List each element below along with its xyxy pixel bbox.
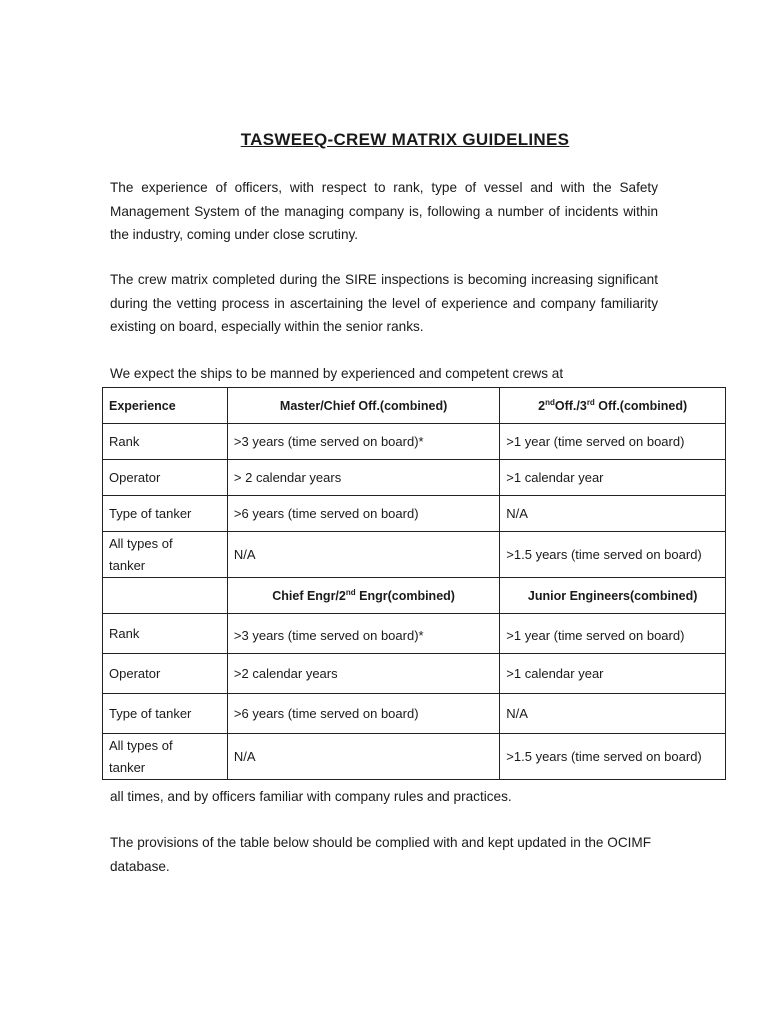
junior-value: >1 calendar year [500, 654, 726, 694]
row-label: Type of tanker [103, 694, 228, 734]
table-header-engine [103, 578, 726, 614]
header-empty-cell [103, 578, 228, 614]
row-label: Operator [103, 460, 228, 496]
senior-value: N/A [227, 734, 499, 780]
provisions-paragraph: The provisions of the table below should be complied with and kept updated in the OCIMF database. [110, 835, 652, 874]
crew-matrix-paragraph: The crew matrix completed during the SIRE inspections is becoming increasing significant during the vetting process in ascertaining the level of experience and company familiarity existing on board, especially within the senior ranks. [110, 272, 658, 334]
row-label: All types of tanker [103, 532, 228, 578]
table-row [103, 496, 726, 532]
crew-matrix-table [102, 387, 726, 780]
header-second-third-off: 2ndOff./3rd Off.(combined) [500, 388, 726, 424]
junior-value: >1 calendar year [500, 460, 726, 496]
intro-paragraph: The experience of officers, with respect to rank, type of vessel and with the Safety Management System of the managing company is, following a number of incidents within the industry, coming under close scrutiny. [110, 180, 658, 242]
junior-value: >1 year (time served on board) [500, 424, 726, 460]
table-row [103, 614, 726, 654]
header-chief-engr: Chief Engr/2nd Engr(combined) [227, 578, 499, 614]
table-row [103, 424, 726, 460]
header-master-chief-off: Master/Chief Off.(combined) [227, 388, 499, 424]
senior-value: >3 years (time served on board)* [227, 614, 499, 654]
table-row [103, 460, 726, 496]
row-label: Operator [103, 654, 228, 694]
senior-value: >2 calendar years [227, 654, 499, 694]
header-experience: Experience [103, 388, 228, 424]
header-junior-engineers: Junior Engineers(combined) [500, 578, 726, 614]
junior-value: >1.5 years (time served on board) [500, 734, 726, 780]
senior-value: > 2 calendar years [227, 460, 499, 496]
senior-value: >3 years (time served on board)* [227, 424, 499, 460]
junior-value: N/A [500, 694, 726, 734]
expectation-paragraph-start: We expect the ships to be manned by experienced and competent crews at [110, 366, 564, 381]
table-row [103, 654, 726, 694]
senior-value: >6 years (time served on board) [227, 496, 499, 532]
row-label: Rank [103, 424, 228, 460]
expectation-paragraph-end: all times, and by officers familiar with company rules and practices. [110, 789, 512, 804]
senior-value: >6 years (time served on board) [227, 694, 499, 734]
table-row [103, 694, 726, 734]
row-label: Type of tanker [103, 496, 228, 532]
page-title: TASWEEQ-CREW MATRIX GUIDELINES [240, 130, 570, 149]
row-label: Rank [103, 614, 228, 654]
junior-value: >1 year (time served on board) [500, 614, 726, 654]
table-header-deck [103, 388, 726, 424]
row-label: All types of tanker [103, 734, 228, 780]
senior-value: N/A [227, 532, 499, 578]
table-row [103, 532, 726, 578]
junior-value: >1.5 years (time served on board) [500, 532, 726, 578]
table-row [103, 734, 726, 780]
junior-value: N/A [500, 496, 726, 532]
